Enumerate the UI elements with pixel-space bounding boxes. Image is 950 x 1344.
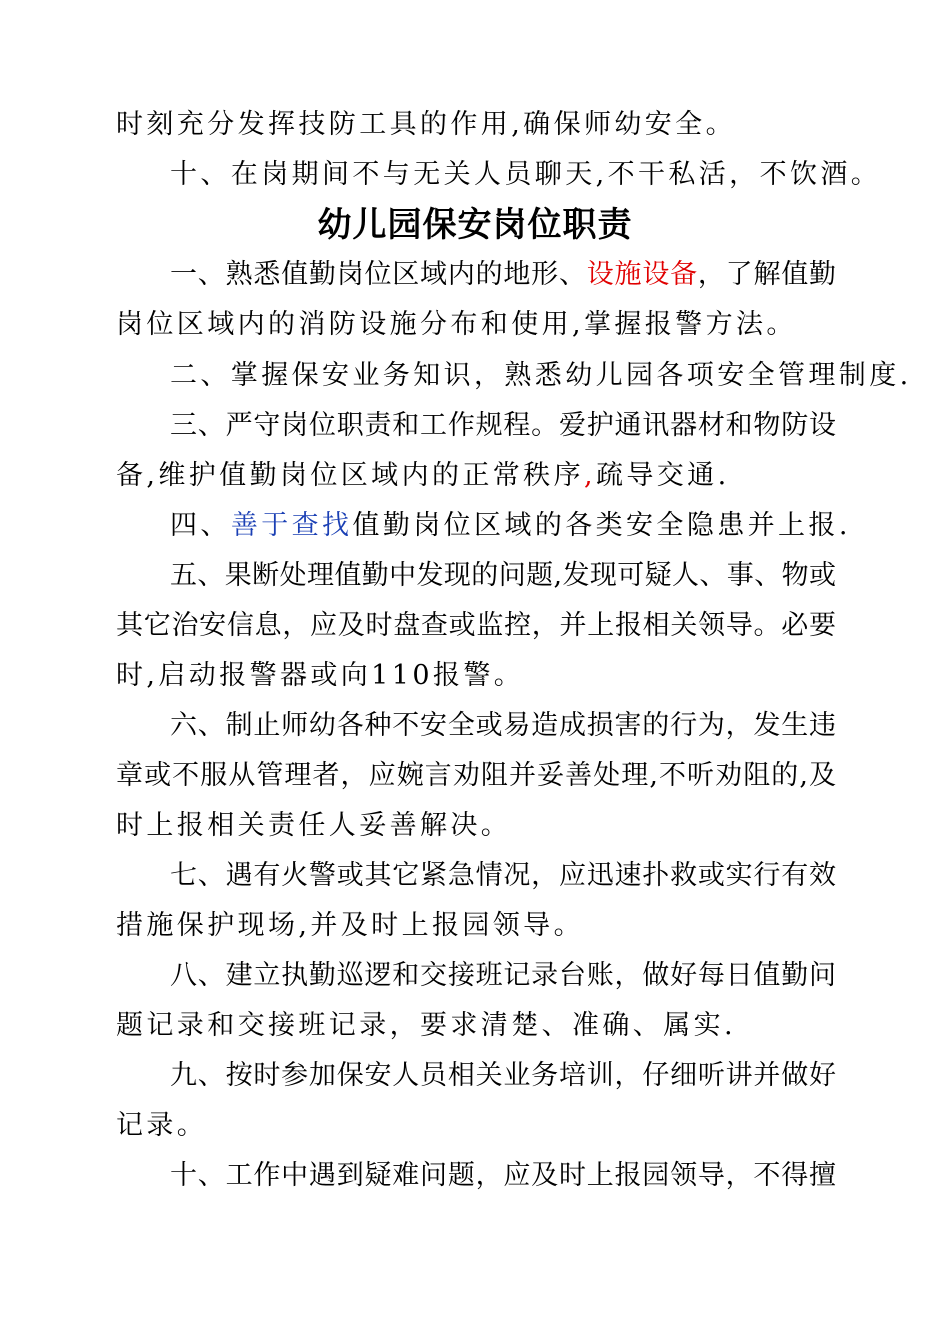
text-span: 值勤岗位区域的各类安全隐患并上报. <box>352 510 851 541</box>
paragraph-3-line-2 <box>116 457 836 495</box>
text-line: 七、遇有火警或其它紧急情况，应迅速扑救或实行有效 <box>170 860 836 891</box>
text-span: 四、 <box>170 510 231 541</box>
text-line: 时刻充分发挥技防工具的作用,确保师幼安全。 <box>116 109 736 140</box>
paragraph-1-line-1 <box>170 256 836 294</box>
text-line: 其它治安信息，应及时盘查或监控，并上报相关领导。必要 <box>116 610 836 641</box>
text-line: 题记录和交接班记录，要求清楚、准确、属实. <box>116 1010 736 1041</box>
text-line: 十、在岗期间不与无关人员聊天,不干私活，不饮酒。 <box>170 159 882 190</box>
text-line: 十、工作中遇到疑难问题，应及时上报园领导，不得擅 <box>170 1160 836 1191</box>
text-line: 记录。 <box>116 1110 208 1141</box>
text-line: 六、制止师幼各种不安全或易造成损害的行为，发生违 <box>170 710 836 741</box>
text-line: 二、掌握保安业务知识，熟悉幼儿园各项安全管理制度. <box>170 360 912 391</box>
text-span: 备,维护值勤岗位区域内的正常秩序 <box>116 460 584 491</box>
text-span: 疏导交通. <box>595 460 730 491</box>
text-line: 三、严守岗位职责和工作规程。爱护通讯器材和物防设 <box>170 410 836 441</box>
text-line: 措施保护现场,并及时上报园领导。 <box>116 910 584 941</box>
text-line: 时,启动报警器或向110报警。 <box>116 660 525 691</box>
text-line: 岗位区域内的消防设施分布和使用,掌握报警方法。 <box>116 309 797 340</box>
text-line: 章或不服从管理者，应婉言劝阻并妥善处理,不听劝阻的,及 <box>116 760 836 791</box>
text-line: 八、建立执勤巡逻和交接班记录台账，做好每日值勤问 <box>170 960 836 991</box>
text-line: 五、果断处理值勤中发现的问题,发现可疑人、事、物或 <box>170 560 836 591</box>
text-line: 九、按时参加保安人员相关业务培训，仔细听讲并做好 <box>170 1060 836 1091</box>
highlight-red: , <box>583 460 596 491</box>
text-span: ，了解值勤 <box>697 259 837 290</box>
text-span: 一、熟悉值勤岗位区域内的地形、 <box>170 259 587 290</box>
highlight-blue: 善于查找 <box>230 510 353 541</box>
text-line: 时上报相关责任人妥善解决。 <box>116 810 512 841</box>
highlight-red: 设施设备 <box>586 259 698 290</box>
page-title: 幼儿园保安岗位职责 <box>317 205 633 245</box>
paragraph-4-line-1 <box>170 507 851 545</box>
